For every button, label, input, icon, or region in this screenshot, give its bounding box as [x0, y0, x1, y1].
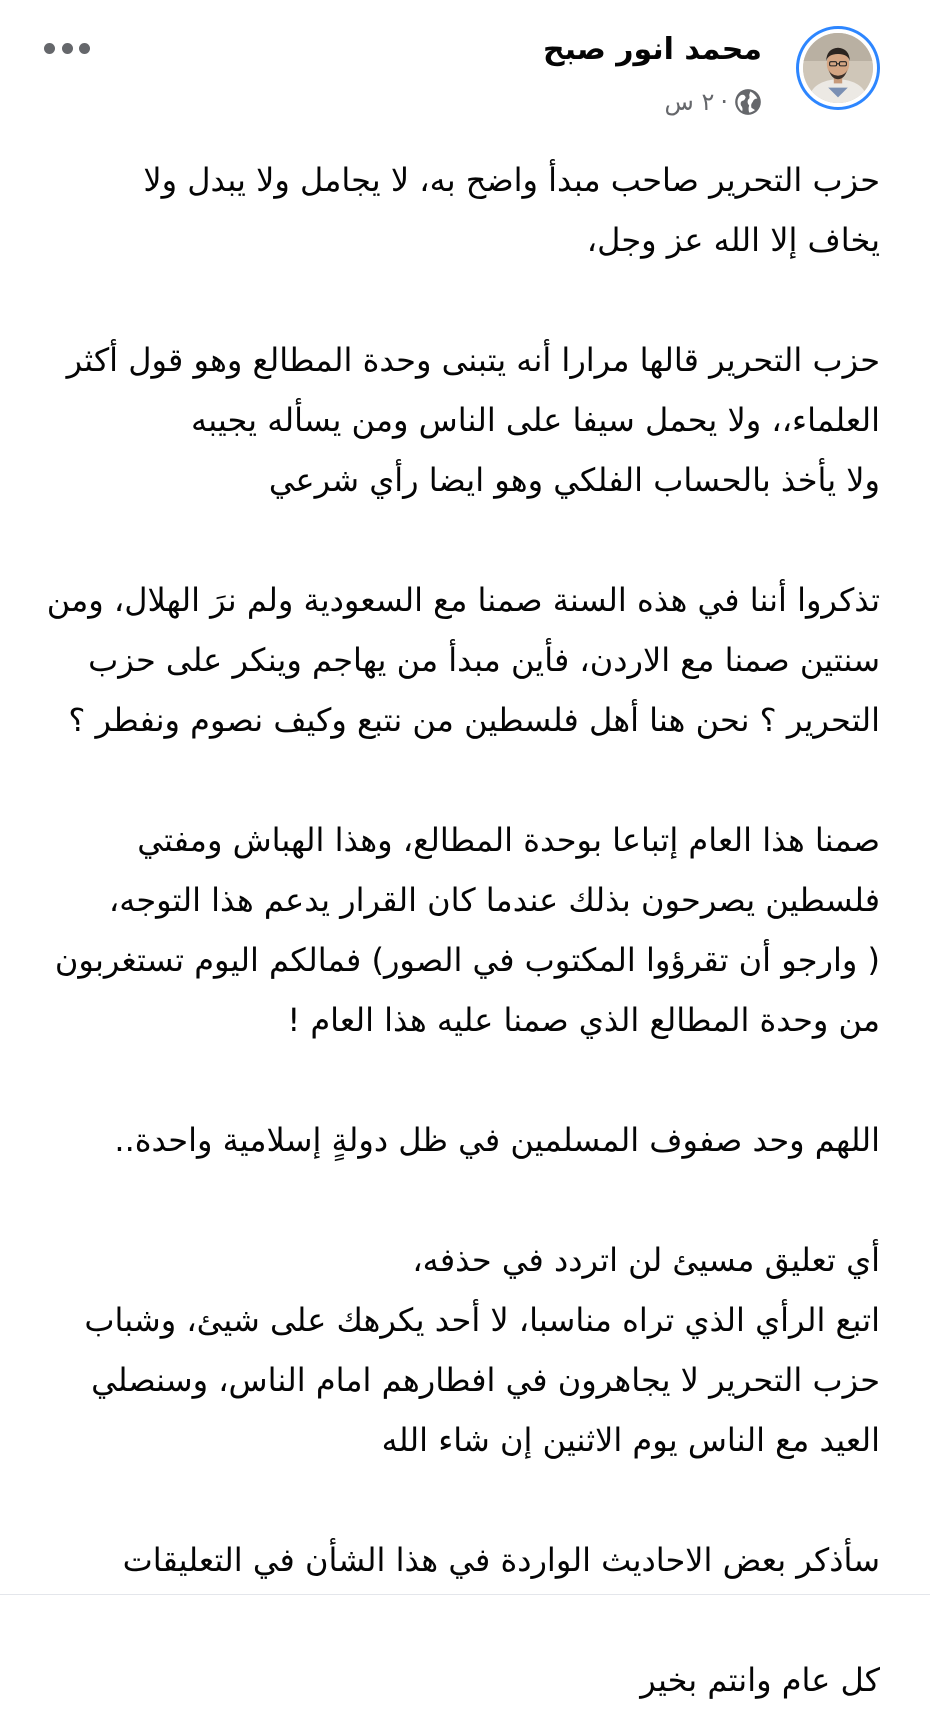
post-text-line: حزب التحرير صاحب مبدأ واضح به، لا يجامل ولا يبدل ولا — [143, 161, 880, 199]
post-paragraph — [30, 1110, 880, 1170]
more-options-button[interactable] — [44, 34, 90, 62]
post-text-line: العيد مع الناس يوم الاثنين إن شاء الله — [381, 1421, 880, 1459]
post-text-line: أي تعليق مسيئ لن اتردد في حذفه، — [412, 1241, 880, 1279]
post-text-line: ولا يأخذ بالحساب الفلكي وهو ايضا رأي شرعي — [268, 461, 880, 499]
post-text-line: العلماء،، ولا يحمل سيفا على الناس ومن يسأله يجيبه — [191, 401, 880, 439]
post-text-line: اللهم وحد صفوف المسلمين في ظل دولةٍ إسلامية واحدة.. — [114, 1121, 880, 1159]
post-paragraph — [30, 150, 880, 270]
post-text-line: ( وارجو أن تقرؤوا المكتوب في الصور) فمالكم اليوم تستغربون — [54, 941, 880, 979]
timestamp[interactable]: ٢ س — [664, 88, 715, 116]
post-paragraph — [30, 570, 880, 750]
more-options-dot — [79, 43, 90, 54]
post-text-line: يخاف إلا الله عز وجل، — [586, 221, 880, 259]
meta-separator: · — [720, 88, 728, 116]
post-meta — [665, 88, 762, 116]
more-options-dot — [44, 43, 55, 54]
post-paragraph — [30, 1650, 880, 1710]
post-paragraph — [30, 330, 880, 510]
post-paragraph — [30, 1530, 880, 1590]
more-options-dot — [62, 43, 73, 54]
divider — [0, 1594, 930, 1595]
post-header — [30, 26, 880, 126]
post-paragraph — [30, 1230, 880, 1470]
post-text-line: اتبع الرأي الذي تراه مناسبا، لا أحد يكرهك على شيئ، وشباب — [84, 1301, 880, 1339]
post-text — [30, 150, 880, 1710]
globe-icon[interactable] — [734, 88, 762, 116]
post-text-line: تذكروا أننا في هذه السنة صمنا مع السعودية ولم نرَ الهلال، ومن — [46, 581, 880, 619]
author-name[interactable]: محمد انور صبح — [542, 32, 762, 67]
post-text-line: كل عام وانتم بخير — [640, 1661, 880, 1699]
post-text-line: التحرير ؟ نحن هنا أهل فلسطين من نتبع وكيف نصوم ونفطر ؟ — [68, 701, 880, 739]
post-text-line: من وحدة المطالع الذي صمنا عليه هذا العام ! — [287, 1001, 880, 1039]
post-text-line: فلسطين يصرحون بذلك عندما كان القرار يدعم هذا التوجه، — [108, 881, 880, 919]
post-text-line: حزب التحرير لا يجاهرون في افطارهم امام الناس، وسنصلي — [91, 1361, 880, 1399]
avatar-photo — [803, 33, 873, 103]
avatar-image — [803, 33, 873, 103]
post-text-line: حزب التحرير قالها مرارا أنه يتبنى وحدة المطالع وهو قول أكثر — [66, 341, 880, 379]
post-text-line: سأذكر بعض الاحاديث الواردة في هذا الشأن في التعليقات — [122, 1541, 880, 1579]
post-paragraph — [30, 810, 880, 1050]
post-text-line: صمنا هذا العام إتباعا بوحدة المطالع، وهذا الهباش ومفتي — [137, 821, 880, 859]
avatar[interactable] — [796, 26, 880, 110]
post-text-line: سنتين صمنا مع الاردن، فأين مبدأ من يهاجم وينكر على حزب — [88, 641, 880, 679]
